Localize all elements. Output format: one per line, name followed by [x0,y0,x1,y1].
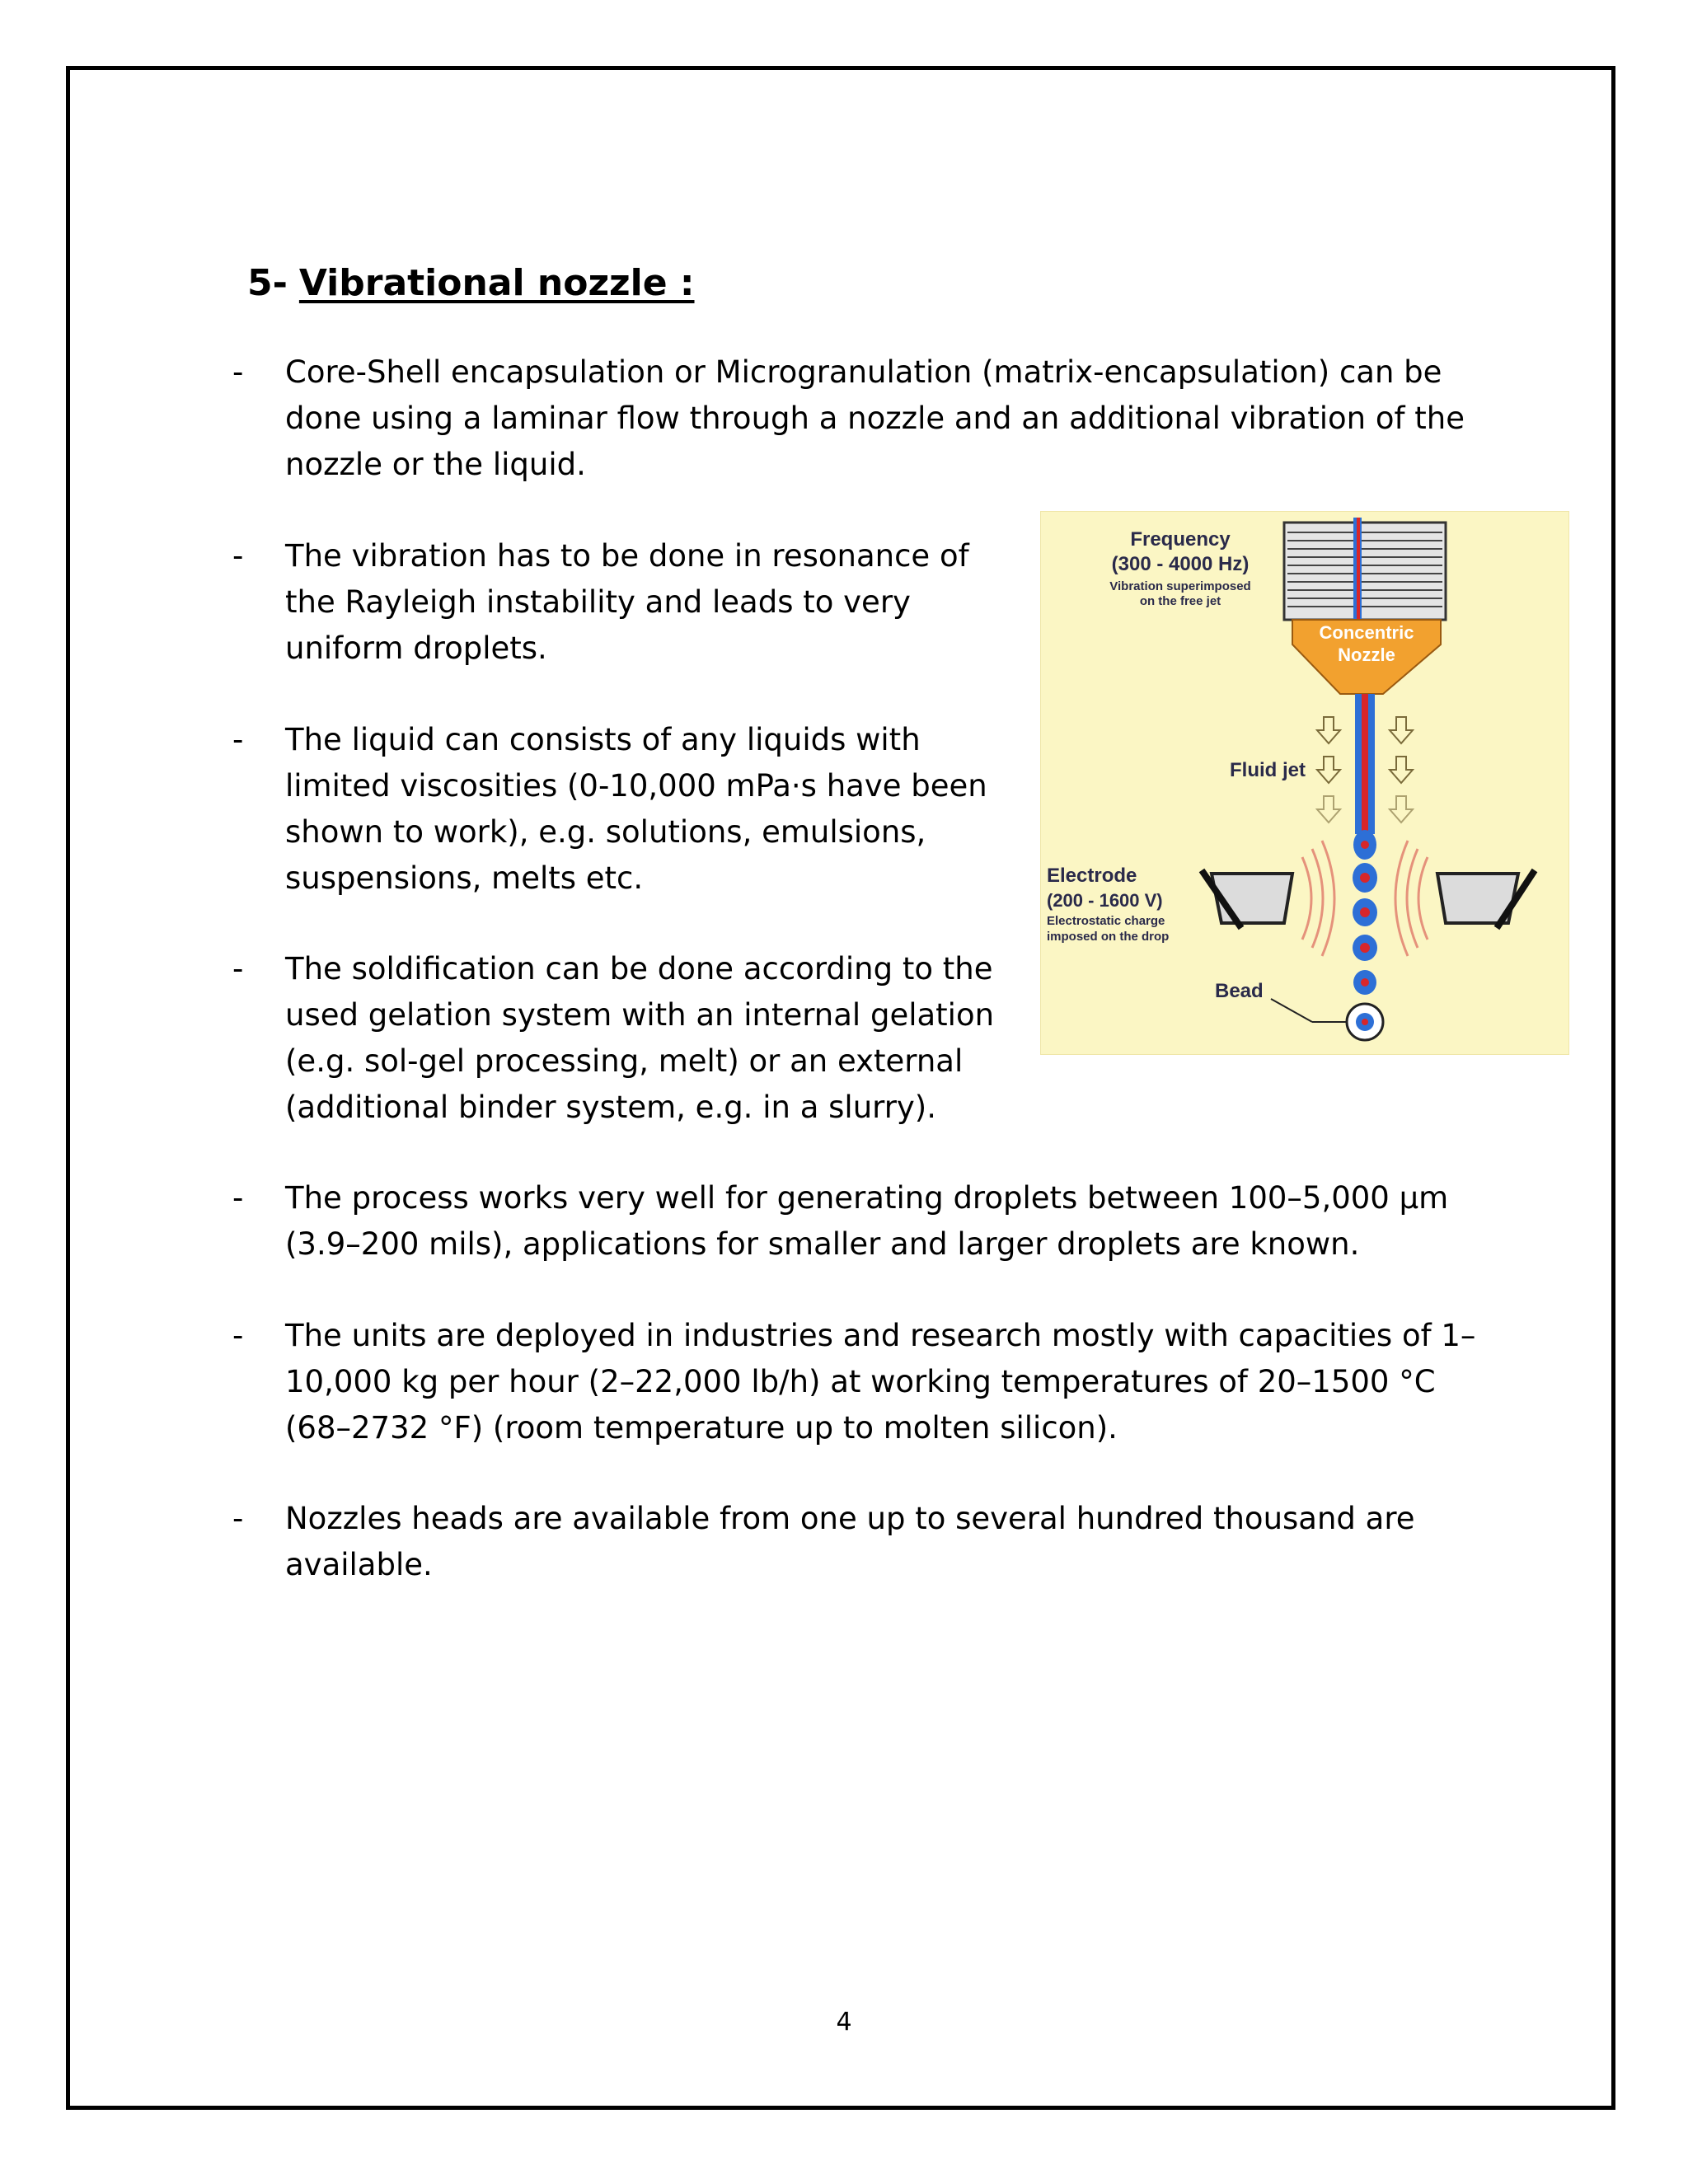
bead-label: Bead [1215,980,1264,1002]
bullet-item [232,1313,1502,1451]
bullet-dash: - [232,1501,244,1536]
bullet-item [232,1496,1502,1588]
nozzle-label-1: Concentric [1319,622,1414,643]
bullet-item [232,533,1024,672]
vibrator-coil [1284,518,1446,623]
section-title: Vibrational nozzle : [298,262,695,304]
section-number: 5- [247,262,288,304]
vibrational-nozzle-diagram [1040,511,1569,1055]
fluid-jet [1355,694,1375,834]
bullet-text: The vibration has to be done in resonance of the Rayleigh instability and leads to very uniform droplets. [285,538,969,666]
nozzle-label-2: Nozzle [1338,644,1395,665]
bullet-item [232,946,1024,1131]
page-number: 4 [836,2008,852,2036]
frequency-note-1: Vibration superimposed [1109,579,1251,593]
bullet-dash: - [232,722,244,757]
fluid-jet-label: Fluid jet [1230,759,1306,781]
bullet-dash: - [232,1318,244,1353]
electrode-range: (200 - 1600 V) [1047,890,1163,911]
bullet-dash: - [232,951,244,987]
bullet-item [232,1175,1502,1268]
electrode-note-1: Electrostatic charge [1047,914,1165,928]
electrode-note-2: imposed on the drop [1047,930,1170,944]
bullet-item [232,717,1024,902]
frequency-note-2: on the free jet [1139,594,1221,608]
bullet-dash: - [232,1180,244,1216]
bullet-text: The soldification can be done according to the used gelation system with an internal gelation (e.g. sol-gel processing, melt) or an external (additional binder system, e.g. in a slurry). [285,951,995,1125]
section-heading [247,262,695,304]
bullet-text: Nozzles heads are available from one up to several hundred thousand are available. [285,1501,1415,1582]
bullet-text: The process works very well for generating droplets between 100–5,000 μm (3.9–200 mils), applications for smaller and larger droplets are known. [285,1180,1449,1262]
bullet-text: The units are deployed in industries and research mostly with capacities of 1–10,000 kg per hour (2–22,000 lb/h) at working temperatures of 20–1500 °C (68–2732 °F) (room temperature up to molten silicon). [285,1318,1476,1446]
bullet-dash: - [232,354,244,390]
frequency-label: Frequency [1130,528,1231,551]
bullet-dash: - [232,538,244,574]
bullet-text: Core-Shell encapsulation or Microgranulation (matrix-encapsulation) can be done using a laminar flow through a nozzle and an additional vibration of the nozzle or the liquid. [285,354,1465,482]
bullet-item [232,349,1485,488]
frequency-range: (300 - 4000 Hz) [1111,553,1250,575]
bullet-text: The liquid can consists of any liquids with limited viscosities (0-10,000 mPa·s have been shown to work), e.g. solutions, emulsions, suspensions, melts etc. [285,722,987,896]
electrode-label: Electrode [1047,865,1137,887]
